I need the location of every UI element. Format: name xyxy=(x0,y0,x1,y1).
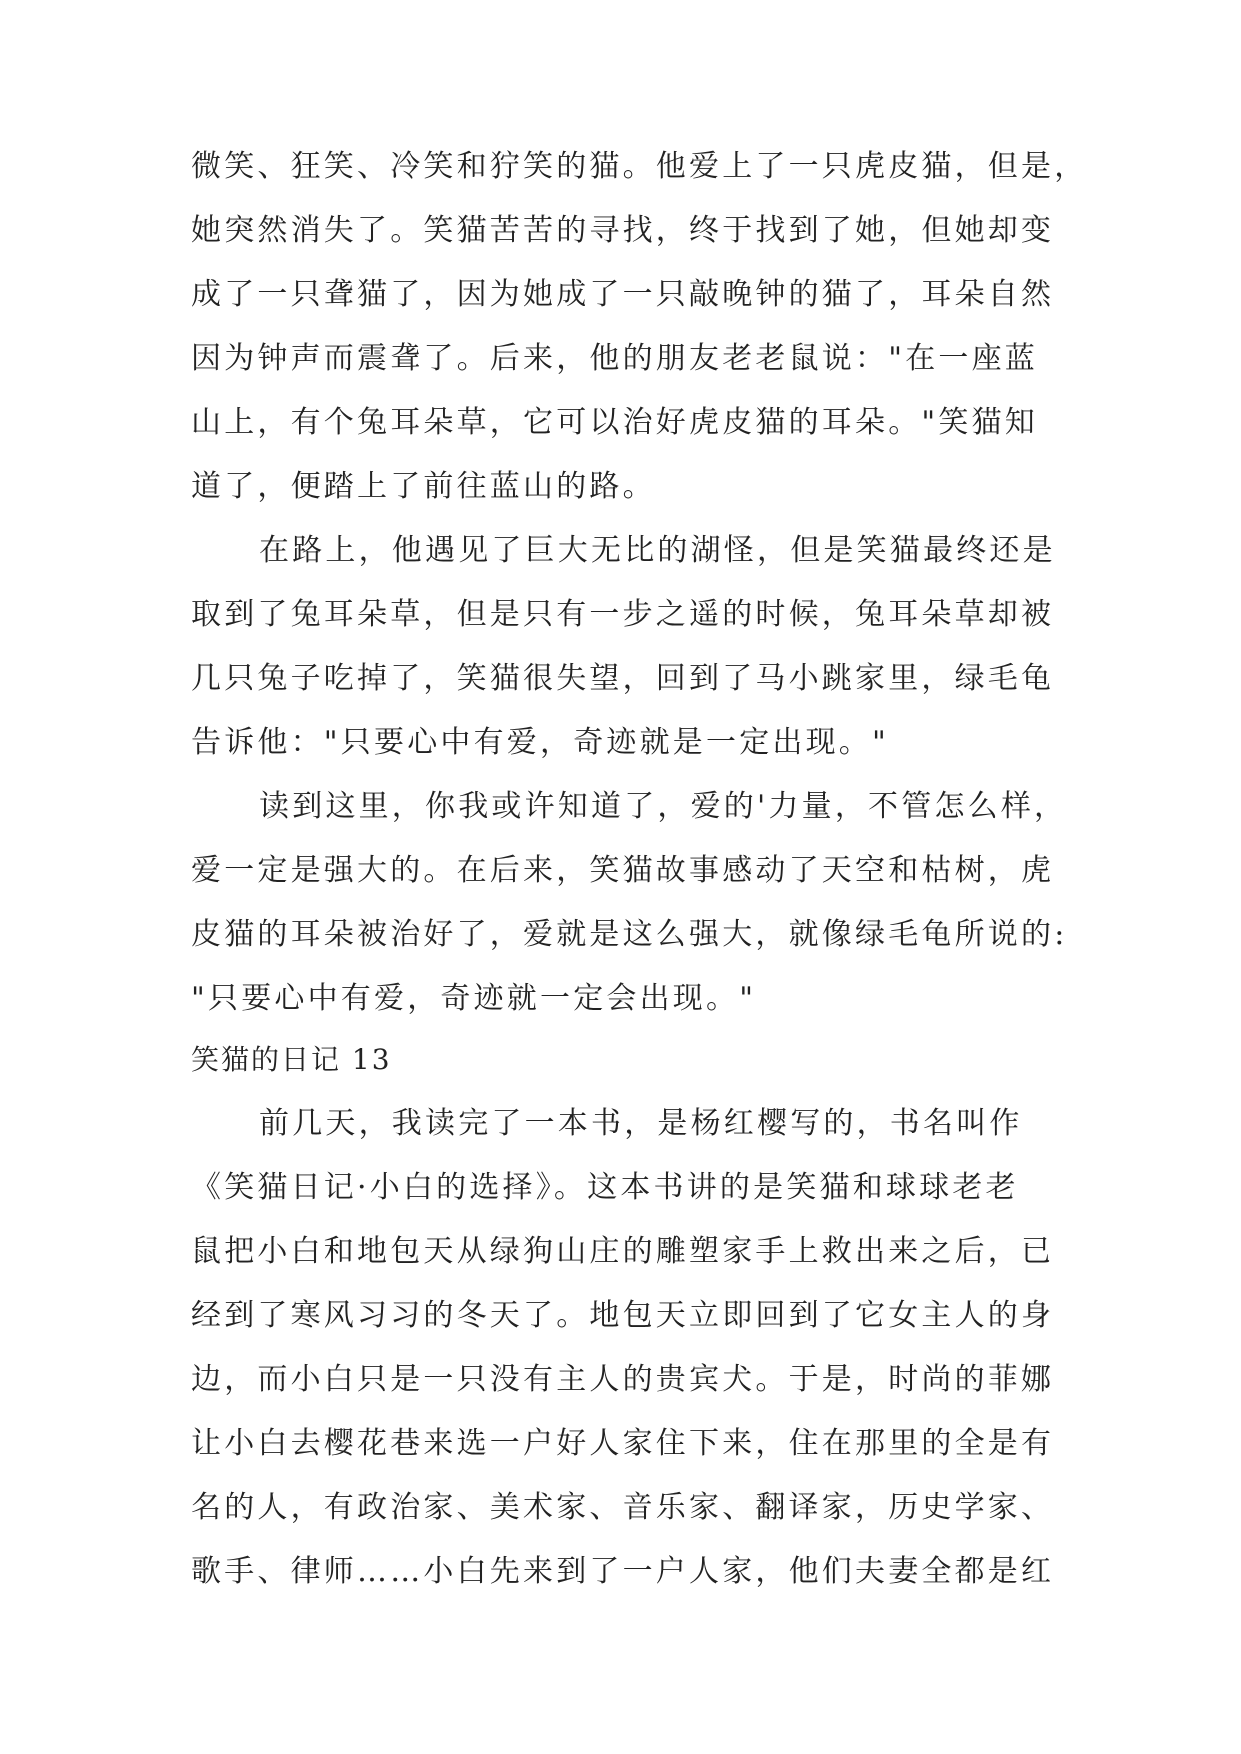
story-part-two xyxy=(191,1092,1071,1604)
paragraph-line: 几只兔子吃掉了，笑猫很失望，回到了马小跳家里，绿毛龟 xyxy=(191,661,1055,696)
paragraph-line: 皮猫的耳朵被治好了，爱就是这么强大，就像绿毛龟所说的: xyxy=(191,917,1068,952)
paragraph-line: 读到这里，你我或许知道了，爱的'力量，不管怎么样， xyxy=(259,789,1068,824)
paragraph-line: 《笑猫日记·小白的选择》。这本书讲的是笑猫和球球老老 xyxy=(191,1170,1019,1205)
paragraph-line: 爱一定是强大的。在后来，笑猫故事感动了天空和枯树，虎 xyxy=(191,853,1055,888)
paragraph-line: 山上，有个兔耳朵草，它可以治好虎皮猫的耳朵。"笑猫知 xyxy=(191,405,1038,440)
story-part-one xyxy=(191,135,1088,1031)
paragraph-line: 边，而小白只是一只没有主人的贵宾犬。于是，时尚的菲娜 xyxy=(191,1362,1055,1397)
paragraph-line: 在路上，他遇见了巨大无比的湖怪，但是笑猫最终还是 xyxy=(259,533,1056,568)
paragraph-line: 微笑、狂笑、冷笑和狞笑的猫。他爱上了一只虎皮猫，但是， xyxy=(191,149,1088,184)
paragraph-line: 因为钟声而震聋了。后来，他的朋友老老鼠说："在一座蓝 xyxy=(191,341,1038,376)
paragraph-line: 道了，便踏上了前往蓝山的路。 xyxy=(191,469,656,504)
paragraph-line: 名的人，有政治家、美术家、音乐家、翻译家，历史学家、 xyxy=(191,1490,1055,1525)
paragraph-line: 让小白去樱花巷来选一户好人家住下来，住在那里的全是有 xyxy=(191,1426,1055,1461)
paragraph-line: 告诉他："只要心中有爱，奇迹就是一定出现。" xyxy=(191,725,889,760)
paragraph-line: 经到了寒风习习的冬天了。地包天立即回到了它女主人的身 xyxy=(191,1298,1055,1333)
paragraph-line: 前几天，我读完了一本书，是杨红樱写的，书名叫作 xyxy=(259,1106,1023,1141)
section-title: 笑猫的日记 13 xyxy=(191,1043,392,1076)
paragraph-line: 鼠把小白和地包天从绿狗山庄的雕塑家手上救出来之后，已 xyxy=(191,1234,1055,1269)
paragraph-line: 她突然消失了。笑猫苦苦的寻找，终于找到了她，但她却变 xyxy=(191,213,1055,248)
paragraph-line: 成了一只聋猫了，因为她成了一只敲晚钟的猫了，耳朵自然 xyxy=(191,277,1055,312)
paragraph-line: 歌手、律师……小白先来到了一户人家，他们夫妻全都是红 xyxy=(191,1554,1055,1589)
paragraph-line: 取到了兔耳朵草，但是只有一步之遥的时候，兔耳朵草却被 xyxy=(191,597,1055,632)
paragraph-line: "只要心中有爱，奇迹就一定会出现。" xyxy=(191,981,757,1016)
section-title-block xyxy=(191,1028,1071,1092)
